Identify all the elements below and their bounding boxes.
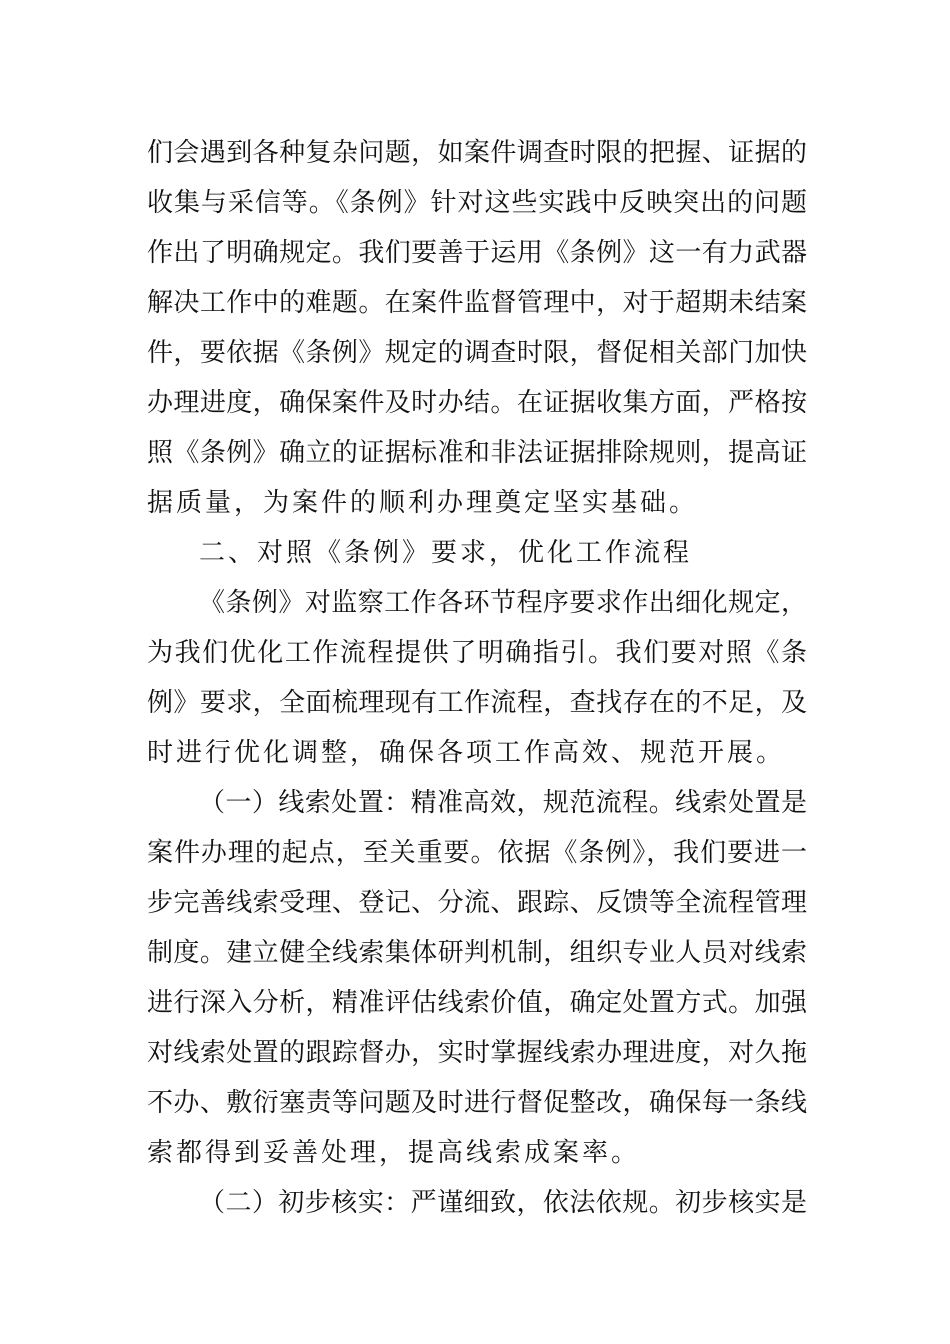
text-line: 索都得到妥善处理，提高线索成案率。 (147, 1138, 641, 1168)
text-line: 案件办理的起点，至关重要。依据《条例》，我们要进一 (147, 838, 807, 868)
text-line: 据质量，为案件的顺利办理奠定坚实基础。 (147, 488, 699, 518)
section-heading: 二、对照《条例》要求，优化工作流程 (199, 538, 693, 568)
text-line: 不办、敷衍塞责等问题及时进行督促整改，确保每一条线 (147, 1088, 807, 1118)
text-line: 办理进度，确保案件及时办结。在证据收集方面，严格按 (147, 388, 807, 418)
text-line: 对线索处置的跟踪督办，实时掌握线索办理进度，对久拖 (147, 1038, 807, 1068)
text-line: 步完善线索受理、登记、分流、跟踪、反馈等全流程管理 (147, 888, 807, 918)
text-line: 解决工作中的难题。在案件监督管理中，对于超期未结案 (147, 288, 807, 318)
text-line: 照《条例》确立的证据标准和非法证据排除规则，提高证 (147, 438, 807, 468)
text-line: 件，要依据《条例》规定的调查时限，督促相关部门加快 (147, 338, 807, 368)
text-line: 时进行优化调整，确保各项工作高效、规范开展。 (147, 738, 786, 768)
text-line: 收集与采信等。《条例》针对这些实践中反映突出的问题 (147, 188, 807, 218)
subsection-line: （一）线索处置：精准高效，规范流程。线索处置是 (199, 788, 807, 818)
text-line: 作出了明确规定。我们要善于运用《条例》这一有力武器 (147, 238, 807, 268)
text-line: 们会遇到各种复杂问题，如案件调查时限的把握、证据的 (147, 138, 807, 168)
text-line: 制度。建立健全线索集体研判机制，组织专业人员对线索 (147, 938, 807, 968)
text-line: 例》要求，全面梳理现有工作流程，查找存在的不足，及 (147, 688, 807, 718)
text-line: 为我们优化工作流程提供了明确指引。我们要对照《条 (147, 638, 807, 668)
text-line: 《条例》对监察工作各环节程序要求作出细化规定， (199, 588, 807, 618)
text-line: 进行深入分析，精准评估线索价值，确定处置方式。加强 (147, 988, 807, 1018)
subsection-line: （二）初步核实：严谨细致，依法依规。初步核实是 (199, 1188, 807, 1218)
